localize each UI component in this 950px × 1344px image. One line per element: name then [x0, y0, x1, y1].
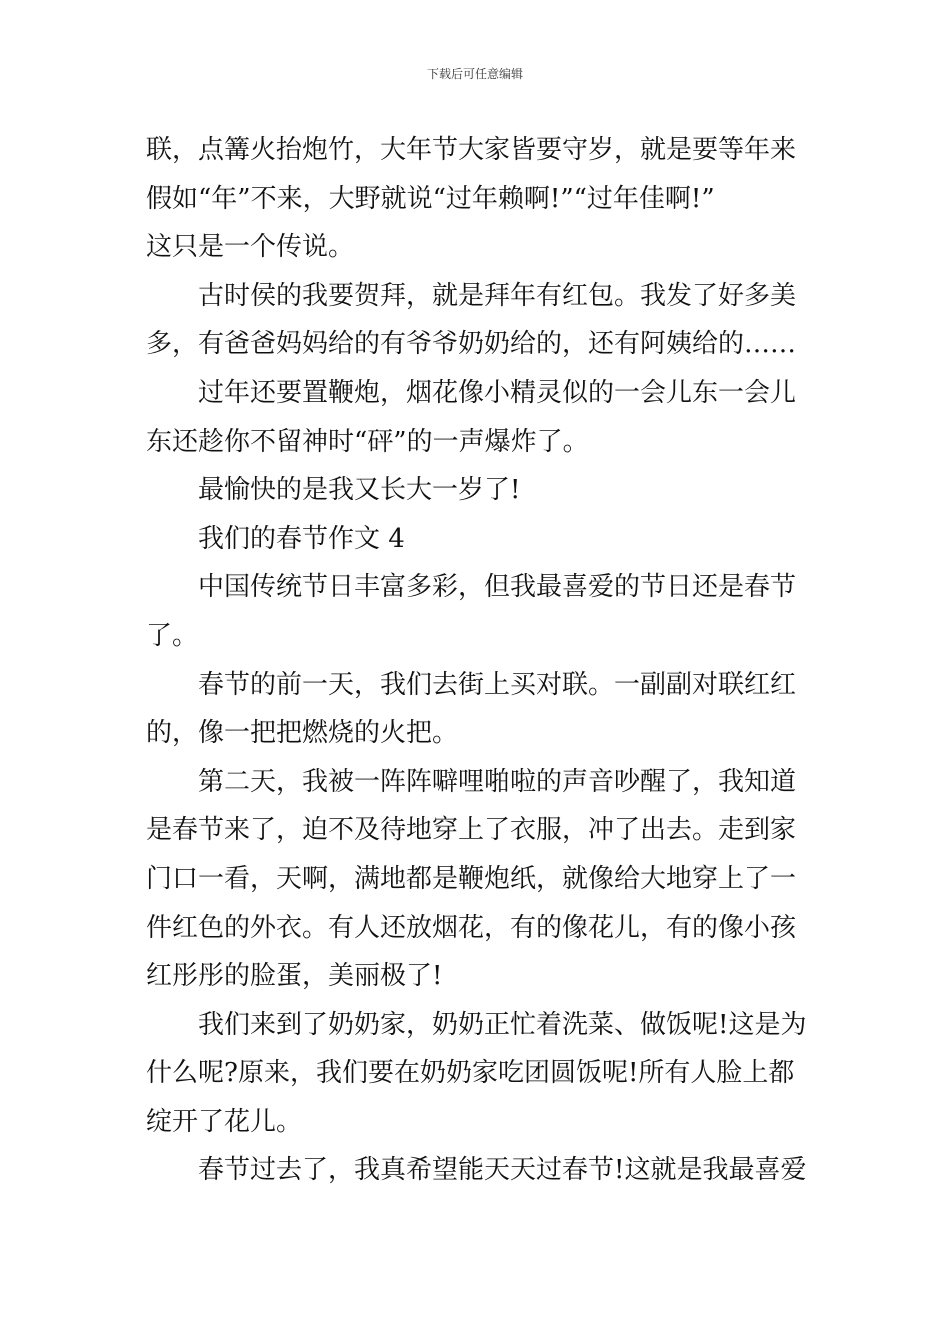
text-line: 最愉快的是我又长大一岁了! [198, 475, 521, 506]
text-line: 件红色的外衣。有人还放烟花，有的像花儿，有的像小孩 [146, 912, 797, 943]
text-line: 了。 [146, 620, 199, 651]
text-line: 春节过去了，我真希望能天天过春节!这就是我最喜爱 [198, 1155, 807, 1186]
text-line: 什么呢?原来，我们要在奶奶家吃团圆饭呢!所有人脸上都 [146, 1058, 795, 1089]
text-line: 东还趁你不留神时“砰”的一声爆炸了。 [146, 426, 589, 457]
text-line: 我们来到了奶奶家，奶奶正忙着洗菜、做饭呢!这是为 [198, 1009, 807, 1040]
text-line: 是春节来了，迫不及待地穿上了衣服，冲了出去。走到家 [146, 815, 797, 846]
document-body [146, 126, 811, 1195]
text-line: 第二天，我被一阵阵噼哩啪啦的声音吵醒了，我知道 [198, 766, 797, 797]
text-line: 联，点篝火抬炮竹，大年节大家皆要守岁，就是要等年来 [146, 135, 797, 165]
page-header: 下载后可任意编辑 [426, 67, 523, 81]
text-line: 中国传统节日丰富多彩，但我最喜爱的节日还是春节 [198, 572, 797, 603]
text-line: 过年还要置鞭炮，烟花像小精灵似的一会儿东一会儿 [198, 377, 797, 408]
text-line: 古时侯的我要贺拜，就是拜年有红包。我发了好多美 [198, 280, 797, 311]
text-line: 假如“年”不来，大野就说“过年赖啊!”“过年佳啊!” [146, 183, 715, 214]
text-line: 门口一看，天啊，满地都是鞭炮纸，就像给大地穿上了一 [146, 863, 797, 894]
text-line: 的，像一把把燃烧的火把。 [146, 718, 459, 749]
text-line: 春节的前一天，我们去街上买对联。一副副对联红红 [198, 669, 797, 700]
text-line: 我们的春节作文 4 [198, 523, 405, 554]
text-line: 红彤彤的脸蛋，美丽极了! [146, 961, 443, 992]
text-line: 这只是一个传说。 [146, 232, 355, 263]
text-line: 多，有爸爸妈妈给的有爷爷奶奶给的，还有阿姨给的…… [146, 329, 797, 360]
text-line: 绽开了花儿。 [146, 1106, 303, 1137]
